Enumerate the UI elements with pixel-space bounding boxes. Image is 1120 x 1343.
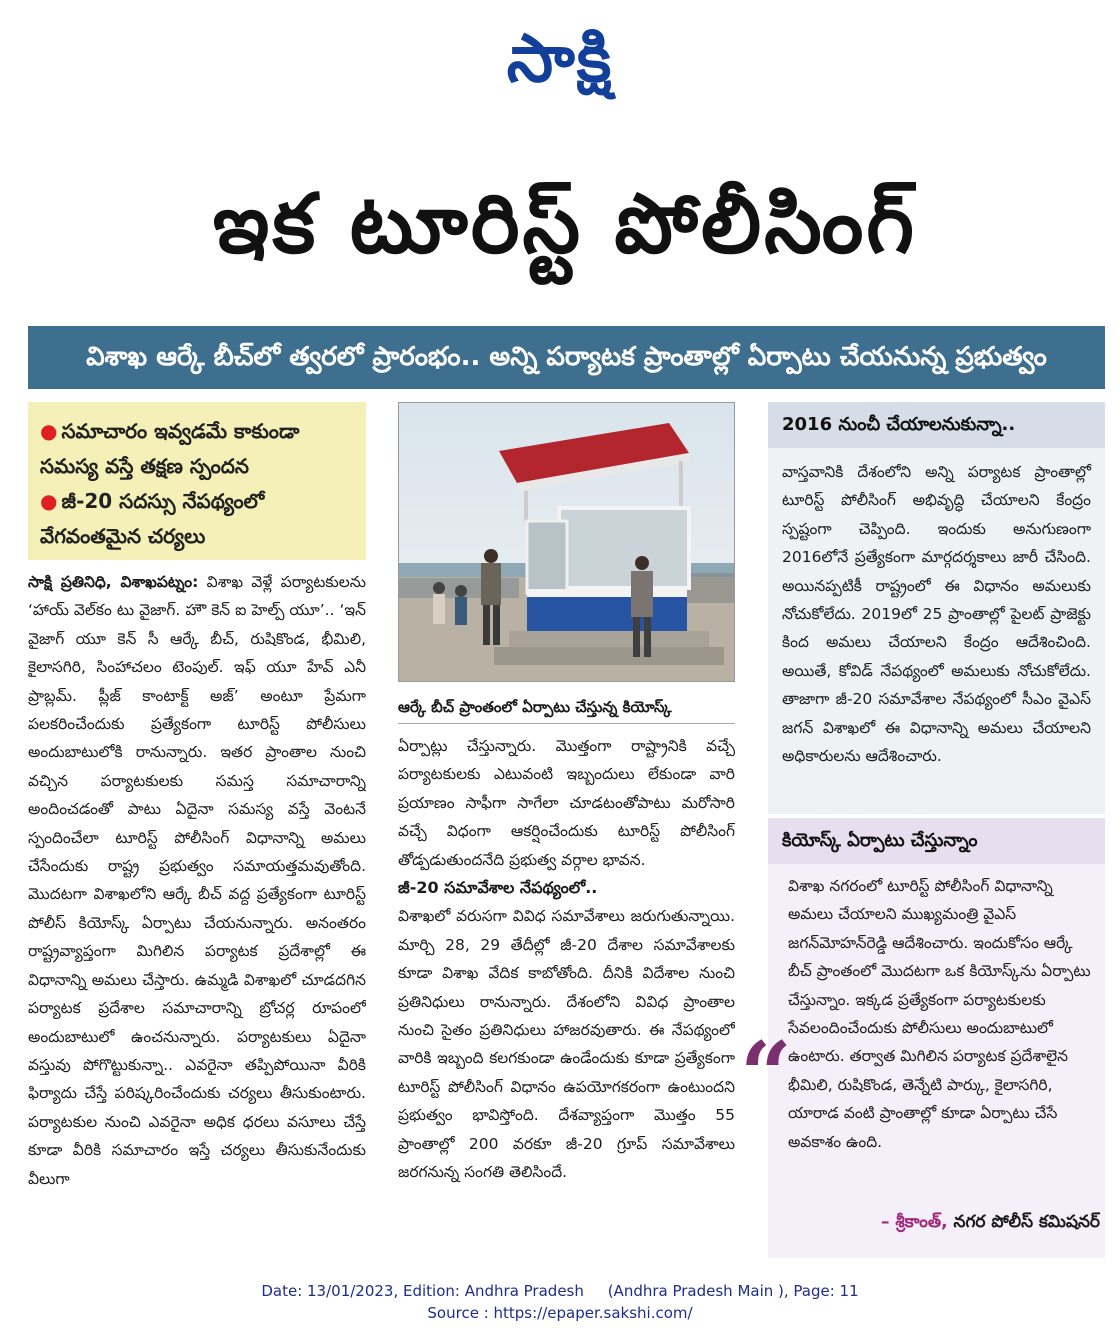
footer-date-edition: Date: 13/01/2023, Edition: Andhra Pradesh (Andhra Pradesh Main ), Page: 11	[261, 1282, 859, 1300]
article-column-2	[398, 732, 735, 1257]
footer	[0, 1280, 1120, 1330]
article-subheading: జీ-20 సమావేశాల నేపథ్యంలో..	[398, 878, 598, 898]
photo-caption: ఆర్కే బీచ్ ప్రాంతంలో ఏర్పాటు చేస్తున్న కియోస్క్	[398, 690, 735, 724]
sidebar-1-heading: 2016 నుంచీ చేయాలనుకున్నా..	[768, 402, 1105, 448]
attribution-title: నగర పోలీస్ కమిషనర్	[953, 1212, 1100, 1232]
highlight-item: ● సమాచారం ఇవ్వడమే కాకుండా సమస్య వస్తే తక్షణ స్పందన	[40, 419, 300, 478]
dateline: సాక్షి ప్రతినిధి, విశాఖపట్నం:	[28, 573, 199, 591]
sakshi-logo: సాక్షి	[506, 20, 614, 97]
bullet-icon: ●	[40, 419, 58, 443]
kiosk-photo	[398, 402, 735, 682]
sidebar-1-text: వాస్తవానికి దేశంలోని అన్ని పర్యాటక ప్రాంతాల్లో టూరిస్ట్ పోలీసింగ్ అభివృద్ధి చేయాలని కేంద్రం స్పష్టంగా చెప్పింది. ఇందుకు అనుగుణంగా 2016లోనే ప్రత్యేకంగా మార్గదర్శకాలు జారీ చేసింది. అయినప్పటికీ రాష్ట్రంలో ఈ విధానం అమలుకు నోచుకోలేదు. 2019లో 25 ప్రాంతాల్లో పైలట్ ప్రాజెక్టు కింద అమలు చేయాలని కేంద్రం ఆదేశించింది. అయితే, కోవిడ్ నేపథ్యంలో అమలుకు నోచుకోలేదు. తాజాగా జీ-20 సమావేశాల నేపథ్యంలో సీఎం వైఎస్ జగన్ విశాఖలో ఈ విధానాన్ని అమలు చేయాలని అధికారులను ఆదేశించారు.	[768, 448, 1105, 814]
highlights-box	[28, 402, 366, 560]
article-text: ఏర్పాట్లు చేస్తున్నారు. మొత్తంగా రాష్ట్రానికి వచ్చే పర్యాటకులకు ఎటువంటి ఇబ్బందులు లేకుండా వారి ప్రయాణం సాఫీగా సాగేలా చూడటంతోపాటు మరోసారి వచ్చే విధంగా ఆకర్షించేందుకు టూరిస్ట్ పోలీసింగ్ తోడ్పడుతుందనేది ప్రభుత్వ వర్గాల భావన.	[398, 737, 735, 869]
article-column-1	[28, 568, 366, 1258]
article-text: విశాఖ వెళ్లే పర్యాటకులను ‘హాయ్ వెల్‌కం టు వైజాగ్. హౌ కెన్ ఐ హెల్ప్ యూ’.. ‘ఇన్ వైజాగ్ యూ కెన్ సీ ఆర్కే బీచ్, రుషికొండ, భీమిలి, కైలాసగిరి, సింహాచలం టెంపుల్. ఇఫ్ యూ హేవ్ ఎనీ ప్రాబ్లమ్. ప్లీజ్ కాంటాక్ట్ అజ్’ అంటూ ప్రేమగా పలకరించేందుకు ప్రత్యేకంగా టూరిస్ట్ పోలీసులు అందుబాటులోకి రానున్నారు. ఇతర ప్రాంతాల నుంచి వచ్చిన పర్యాటకులకు సమస్త సమాచారాన్ని అందించడంతో పాటు ఏదైనా సమస్య వస్తే వెంటనే స్పందించేలా టూరిస్ట్ పోలీసింగ్ విధానాన్ని అమలు చేసేందుకు రాష్ట్ర ప్రభుత్వం సమాయత్తమవుతోంది. మొదటగా విశాఖలోని ఆర్కే బీచ్ వద్ద ప్రత్యేకంగా టూరిస్ట్ పోలీస్ కియోస్క్ ఏర్పాటు చేయనున్నారు. అనంతరం రాష్ట్రవ్యాప్తంగా మిగిలిన పర్యాటక ప్రదేశాల్లో ఈ విధానాన్ని అమలు చేస్తారు. ఉమ్మడి విశాఖలో చూడదగిన పర్యాటక ప్రదేశాల సమాచారాన్ని బ్రోచర్ల రూపంలో అందుబాటులో ఉంచనున్నారు. పర్యాటకులు ఏదైనా వస్తువు పోగొట్టుకున్నా.. ఎవరైనా తప్పిపోయినా వీరికి ఫిర్యాదు చేస్తే పరిష్కరించేందుకు చర్యలు తీసుకుంటారు. పర్యాటకుల నుంచి ఎవరైనా అధిక ధరలు వసూలు చేస్తే కూడా వీరికి సమాచారం ఇస్తే చర్యలు తీసుకునేందుకు వీలుగా	[28, 573, 366, 1188]
masthead	[0, 14, 1120, 104]
subheadline-bar: విశాఖ ఆర్కే బీచ్‌లో త్వరలో ప్రారంభం.. అన్ని పర్యాటక ప్రాంతాల్లో ఏర్పాటు చేయనున్న ప్రభుత్వం	[28, 326, 1105, 389]
highlight-item: ● జీ-20 సదస్సు నేపథ్యంలో వేగవంతమైన చర్యలు	[40, 489, 265, 548]
sidebar-2-text: విశాఖ నగరంలో టూరిస్ట్ పోలీసింగ్ విధానాన్ని అమలు చేయాలని ముఖ్యమంత్రి వైఎస్ జగన్‌మోహన్‌రెడ్డి ఆదేశించారు. ఇందుకోసం ఆర్కే బీచ్ ప్రాంతంలో మొదటగా ఒక కియోస్క్‌ను ఏర్పాటు చేస్తున్నాం. ఇక్కడ ప్రత్యేకంగా పర్యాటకులకు సేవలందించేందుకు పోలీసులు అందుబాటులో ఉంటారు. తర్వాత మిగిలిన పర్యాటక ప్రదేశాలైన భీమిలి, రుషికొండ, తెన్నేటి పార్కు, కైలాసగిరి, యారాడ వంటి ప్రాంతాల్లో కూడా ఏర్పాటు చేసే అవకాశం ఉంది.	[788, 877, 1091, 1151]
article-text: విశాఖలో వరుసగా వివిధ సమావేశాలు జరుగుతున్నాయి. మార్చి 28, 29 తేదీల్లో జీ-20 దేశాల సమావేశాలకు కూడా విశాఖ వేదిక కాబోతోంది. దీనికి విదేశాల నుంచి ప్రతినిధులు రానున్నారు. దేశంలోని వివిధ ప్రాంతాల నుంచి సైతం ప్రతినిధులు హాజరవుతారు. ఈ నేపథ్యంలో వారికి ఇబ్బంది కలగకుండా ఉండేందుకు కూడా ప్రత్యేకంగా టూరిస్ట్ పోలీసింగ్ విధానం ఉపయోగకరంగా ఉంటుందని ప్రభుత్వం భావిస్తోంది. దేశవ్యాప్తంగా మొత్తం 55 ప్రాంతాల్లో 200 వరకూ జీ-20 గ్రూప్ సమావేశాలు జరగనున్న సంగతి తెలిసిందే.	[398, 907, 735, 1182]
quote-icon: “	[740, 1022, 792, 1128]
bullet-icon: ●	[40, 489, 58, 513]
footer-source-link[interactable]: Source : https://epaper.sakshi.com/	[427, 1304, 693, 1322]
sidebar-2-box	[768, 864, 1105, 1258]
headline: ఇక టూరిస్ట్ పోలీసింగ్	[212, 177, 918, 272]
quote-attribution	[810, 1212, 1100, 1236]
sidebar-2-heading: కియోస్క్ ఏర్పాటు చేస్తున్నాం	[768, 818, 1105, 864]
attribution-name: – శ్రీకాంత్,	[880, 1212, 948, 1232]
